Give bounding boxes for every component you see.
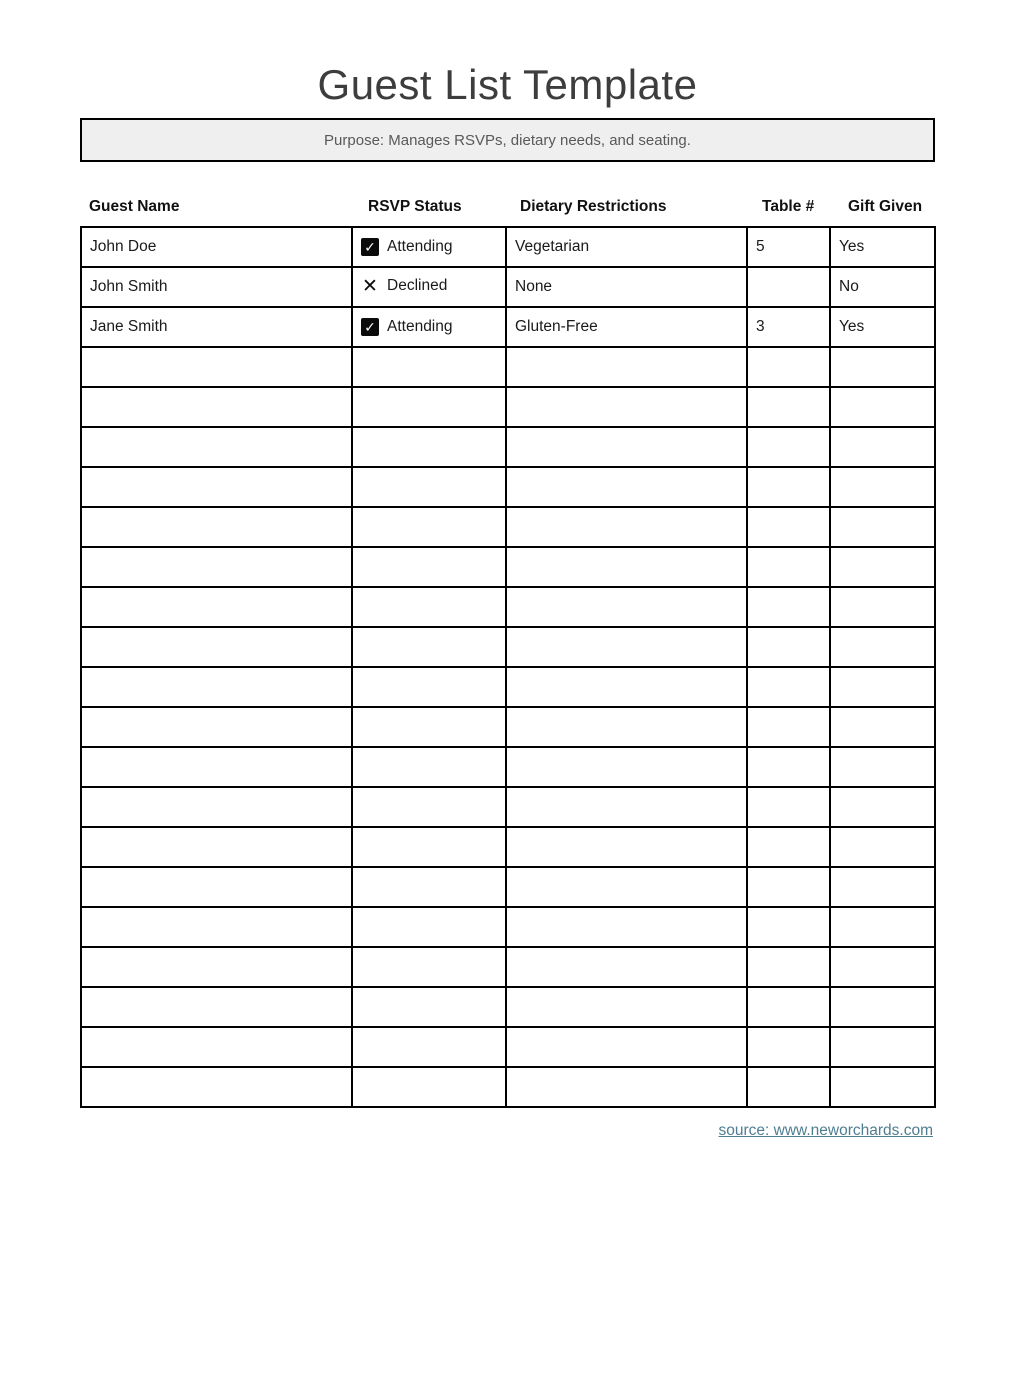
table-number-cell [747,667,830,707]
table-number-cell [747,507,830,547]
table-row [81,267,935,307]
rsvp-status-label: Attending [387,317,453,335]
dietary-restrictions-cell: Gluten-Free [506,307,747,347]
empty-table-row [81,467,935,507]
guest-name-cell [81,347,352,387]
rsvp-status-cell [352,627,506,667]
source-link[interactable]: source: www.neworchards.com [718,1122,933,1140]
dietary-restrictions-cell [506,587,747,627]
rsvp-status-cell [352,587,506,627]
table-number-cell: 5 [747,227,830,267]
table-number-cell [747,787,830,827]
gift-given-cell [830,547,935,587]
dietary-restrictions-cell [506,347,747,387]
empty-table-row [81,867,935,907]
empty-table-row [81,787,935,827]
empty-table-row [81,667,935,707]
table-number-cell: 3 [747,307,830,347]
table-number-cell [747,547,830,587]
guest-name-cell: Jane Smith [81,307,352,347]
table-number-cell [747,467,830,507]
table-row [81,307,935,347]
guest-name-cell [81,787,352,827]
guest-name-cell [81,667,352,707]
dietary-restrictions-cell [506,547,747,587]
dietary-restrictions-cell [506,1027,747,1067]
guest-name-cell [81,387,352,427]
column-header-table-number: Table # [762,198,815,216]
rsvp-status-cell [352,947,506,987]
gift-given-cell [830,467,935,507]
guest-name-cell [81,627,352,667]
guest-name-cell [81,1067,352,1107]
gift-given-cell [830,867,935,907]
guest-name-cell [81,907,352,947]
table-number-cell [747,907,830,947]
guest-name-cell [81,987,352,1027]
empty-table-row [81,947,935,987]
gift-given-cell [830,747,935,787]
gift-given-cell [830,1027,935,1067]
empty-table-row [81,827,935,867]
guest-name-cell [81,467,352,507]
guest-name-cell [81,867,352,907]
empty-table-row [81,707,935,747]
table-number-cell [747,947,830,987]
empty-table-row [81,987,935,1027]
guest-table [80,226,936,1108]
purpose-text: Purpose: Manages RSVPs, dietary needs, and seating. [324,131,691,149]
page-title: Guest List Template [317,61,698,108]
guest-name-cell [81,587,352,627]
table-number-cell [747,987,830,1027]
guest-name-cell: John Doe [81,227,352,267]
purpose-banner [80,118,935,162]
x-mark-icon: ✕ [362,275,378,297]
guest-name-cell [81,547,352,587]
gift-given-cell [830,587,935,627]
dietary-restrictions-cell: Vegetarian [506,227,747,267]
dietary-restrictions-cell [506,667,747,707]
dietary-restrictions-cell [506,907,747,947]
dietary-restrictions-cell [506,747,747,787]
guest-name-cell [81,947,352,987]
empty-table-row [81,427,935,467]
rsvp-status-label: Declined [387,277,448,295]
table-number-cell [747,707,830,747]
table-number-cell [747,427,830,467]
gift-given-cell [830,667,935,707]
gift-given-cell: Yes [830,227,935,267]
dietary-restrictions-cell [506,827,747,867]
guest-name-cell [81,707,352,747]
dietary-restrictions-cell [506,507,747,547]
empty-table-row [81,627,935,667]
dietary-restrictions-cell [506,427,747,467]
table-number-cell [747,827,830,867]
rsvp-status-cell [352,467,506,507]
dietary-restrictions-cell [506,987,747,1027]
rsvp-status-cell [352,347,506,387]
gift-given-cell [830,507,935,547]
rsvp-status-cell [352,1067,506,1107]
guest-name-cell [81,827,352,867]
table-number-cell [747,1067,830,1107]
rsvp-status-cell [352,267,506,307]
gift-given-cell: Yes [830,307,935,347]
guest-name-cell [81,1027,352,1067]
dietary-restrictions-cell [506,867,747,907]
rsvp-status-cell [352,387,506,427]
checked-checkbox-icon: ✓ [361,238,379,256]
gift-given-cell [830,987,935,1027]
guest-name-cell [81,427,352,467]
rsvp-status-cell [352,747,506,787]
guest-name-cell [81,747,352,787]
dietary-restrictions-cell: None [506,267,747,307]
gift-given-cell [830,827,935,867]
checked-checkbox-icon: ✓ [361,318,379,336]
table-number-cell [747,747,830,787]
table-number-cell [747,1027,830,1067]
empty-table-row [81,347,935,387]
gift-given-cell [830,1067,935,1107]
dietary-restrictions-cell [506,387,747,427]
rsvp-status-cell [352,1027,506,1067]
gift-given-cell: No [830,267,935,307]
table-row [81,227,935,267]
dietary-restrictions-cell [506,1067,747,1107]
column-header-guest-name: Guest Name [89,198,180,216]
rsvp-status-cell [352,907,506,947]
rsvp-status [361,277,447,295]
rsvp-status [361,238,453,256]
gift-given-cell [830,627,935,667]
guest-table-header [80,198,934,216]
gift-given-cell [830,387,935,427]
gift-given-cell [830,787,935,827]
column-header-gift-given: Gift Given [848,198,923,216]
rsvp-status-cell [352,667,506,707]
rsvp-status-cell [352,787,506,827]
table-number-cell [747,627,830,667]
dietary-restrictions-cell [506,627,747,667]
column-header-rsvp-status: RSVP Status [368,198,462,216]
document-page [80,62,935,1140]
rsvp-status [361,318,453,336]
rsvp-status-cell [352,547,506,587]
empty-table-row [81,1027,935,1067]
empty-table-row [81,907,935,947]
table-number-cell [747,587,830,627]
table-number-cell [747,387,830,427]
empty-table-row [81,507,935,547]
rsvp-status-cell [352,827,506,867]
gift-given-cell [830,707,935,747]
page-footer [80,1122,935,1140]
table-number-cell [747,867,830,907]
empty-table-row [81,547,935,587]
guest-name-cell: John Smith [81,267,352,307]
table-number-cell [747,267,830,307]
gift-given-cell [830,947,935,987]
dietary-restrictions-cell [506,947,747,987]
rsvp-status-cell [352,707,506,747]
gift-given-cell [830,907,935,947]
rsvp-status-cell [352,227,506,267]
rsvp-status-label: Attending [387,237,453,255]
rsvp-status-cell [352,987,506,1027]
rsvp-status-cell [352,867,506,907]
empty-table-row [81,1067,935,1107]
gift-given-cell [830,427,935,467]
dietary-restrictions-cell [506,467,747,507]
header-row [80,198,934,216]
rsvp-status-cell [352,427,506,467]
empty-table-row [81,587,935,627]
gift-given-cell [830,347,935,387]
guest-name-cell [81,507,352,547]
rsvp-status-cell [352,307,506,347]
empty-table-row [81,387,935,427]
empty-table-row [81,747,935,787]
dietary-restrictions-cell [506,707,747,747]
rsvp-status-cell [352,507,506,547]
table-number-cell [747,347,830,387]
dietary-restrictions-cell [506,787,747,827]
column-header-dietary-restrictions: Dietary Restrictions [520,198,667,216]
